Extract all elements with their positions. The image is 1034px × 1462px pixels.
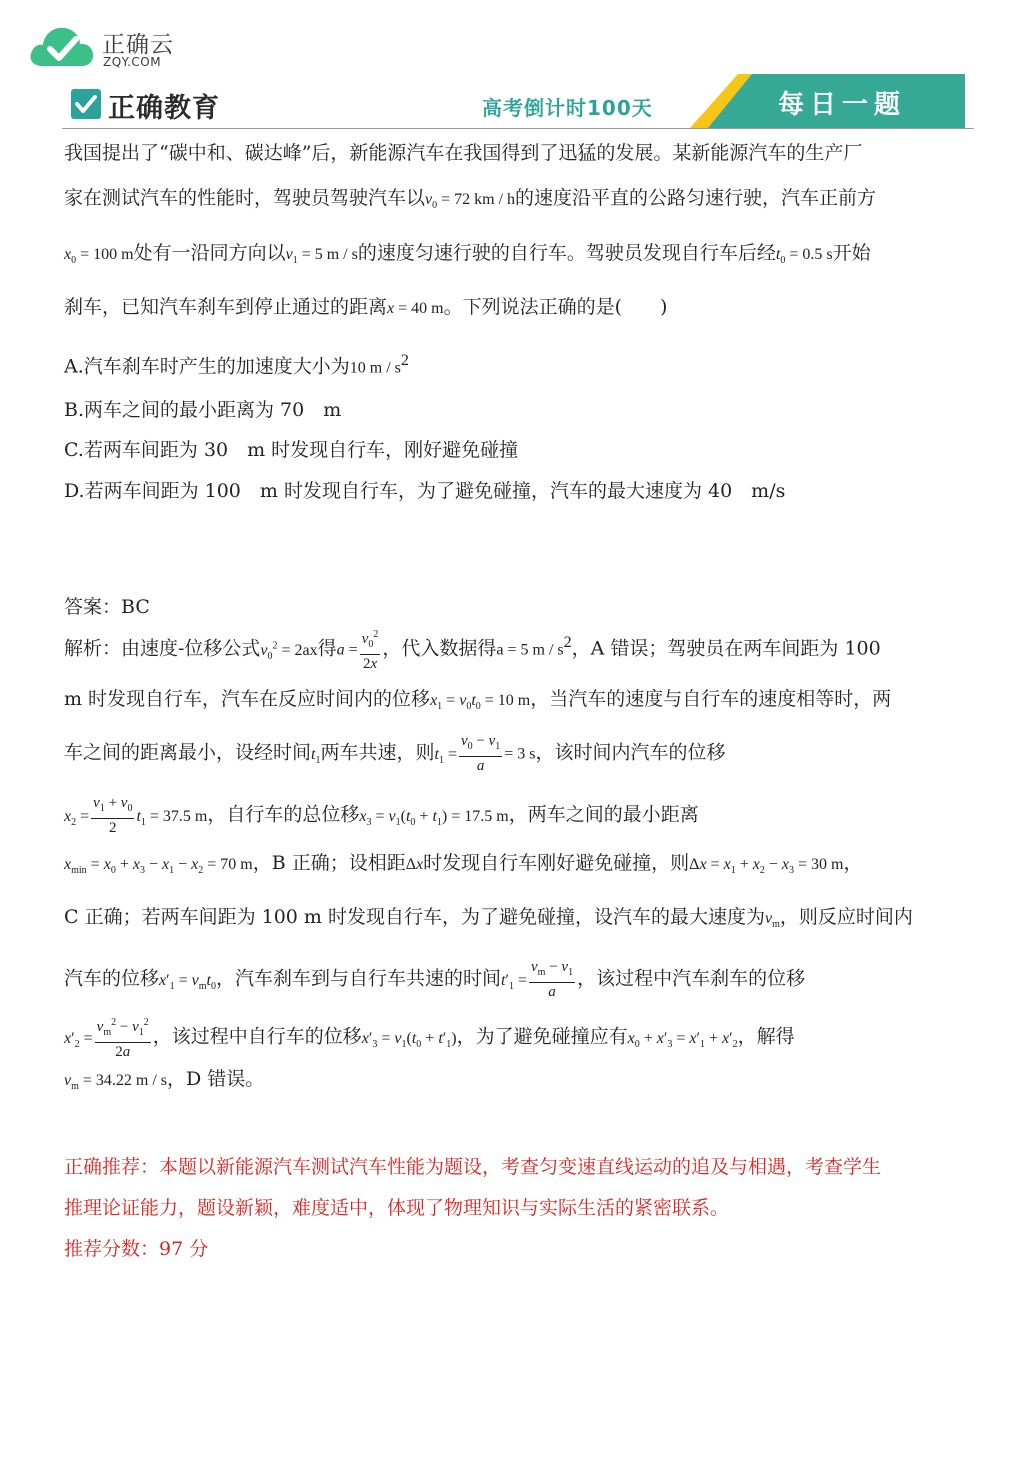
banner-title: 每日一题	[778, 90, 907, 120]
recommendation-line-1: 正确推荐：本题以新能源汽车测试汽车性能为题设，考查匀变速直线运动的追及与相遇，考查学生	[64, 1156, 882, 1178]
analysis-line-6: C 正确；若两车间距为 100 m 时发现自行车，为了避免碰撞，设汽车的最大速度为$v_m$，则反应时间内	[64, 906, 913, 931]
answer-label: 答案：BC	[64, 596, 150, 618]
analysis-line-1: 解析：由速度-位移公式$v_0^2 = 2ax$得a = $\frac{v_0^2}{2x}$ ，代入数据得a = 5 m / $s^2$，A 错误；驾驶员在两车间距为 100	[64, 626, 974, 673]
question-line-4: 刹车，已知汽车刹车到停止通过的距离x = 40 m。下列说法正确的是( )	[64, 296, 668, 318]
analysis-line-3: 车之间的距离最小，设经时间$t_1$两车共速，则$t_1$ = $\frac{v_0 - v_1}{a}$ = 3 s，该时间内汽车的位移	[64, 733, 726, 774]
header-divider	[62, 128, 974, 129]
analysis-line-5: $x_{min} = x_0 + x_3 - x_1 - x_2 = 70$ m，B 正确；设相距Δx时发现自行车刚好避免碰撞，则$\Delta x = x_1 + x_2 - x_3 = 30$ m，	[64, 852, 863, 877]
countdown-label: 高考倒计时100天	[482, 96, 653, 120]
question-line-3: $x_0 = 100$ m处有一沿同方向以$v_1 = 5$ m / s的速度匀速行驶的自行车。驾驶员发现自行车后经$t_0 = 0.5$ s开始	[64, 242, 871, 267]
cloud-check-logo-icon	[28, 22, 96, 70]
analysis-line-9: $v_m = 34.22$ m / s，D 错误。	[64, 1068, 265, 1093]
logo-domain: ZQY.COM	[103, 55, 162, 69]
recommendation-line-2: 推理论证能力，题设新颖，难度适中，体现了物理知识与实际生活的紧密联系。	[64, 1197, 730, 1219]
analysis-line-2: m 时发现自行车，汽车在反应时间内的位移$x_1 = v_0t_0 = 10$ m，当汽车的速度与自行车的速度相等时，两	[64, 688, 892, 713]
analysis-line-7: 汽车的位移$x'_1 = v_mt_0$，汽车刹车到与自行车共速的时间$t'_1$ = $\frac{v_m - v_1}{a}$ ，该过程中汽车刹车的位移	[64, 959, 806, 1000]
option-a: A.汽车刹车时产生的加速度大小为10 m / $s^2$	[64, 352, 409, 378]
recommendation-score: 推荐分数：97 分	[64, 1238, 209, 1260]
option-b: B.两车之间的最小距离为 70 m	[64, 399, 342, 421]
analysis-line-4: $x_2$ = $\frac{v_1 + v_0}{2}$ $t_1 = 37.5$ m，自行车的总位移$x_3 = v_1(t_0 + t_1) = 17.5$ m，两车之间的最小距离	[64, 795, 699, 836]
analysis-line-8: $x'_2$ = $\frac{v_m^2 - v_1^2}{2a}$ ，该过程中自行车的位移$x'_3 = v_1(t_0 + t'_1)$，为了避免碰撞应有$x_0 + x'_3 = x'_1 + x'_2$，解得	[64, 1014, 974, 1061]
option-c: C.若两车间距为 30 m 时发现自行车，刚好避免碰撞	[64, 439, 519, 461]
check-box-icon	[70, 88, 102, 120]
question-line-2: 家在测试汽车的性能时，驾驶员驾驶汽车以$v_0 = 72$ km / h的速度沿平直的公路匀速行驶，汽车正前方	[64, 187, 877, 212]
brand-name: 正确教育	[108, 93, 220, 124]
logo-name: 正确云	[102, 32, 174, 58]
option-d: D.若两车间距为 100 m 时发现自行车，为了避免碰撞，汽车的最大速度为 40 m/s	[64, 480, 786, 502]
question-line-1: 我国提出了“碳中和、碳达峰”后，新能源汽车在我国得到了迅猛的发展。某新能源汽车的生产厂	[64, 142, 863, 164]
